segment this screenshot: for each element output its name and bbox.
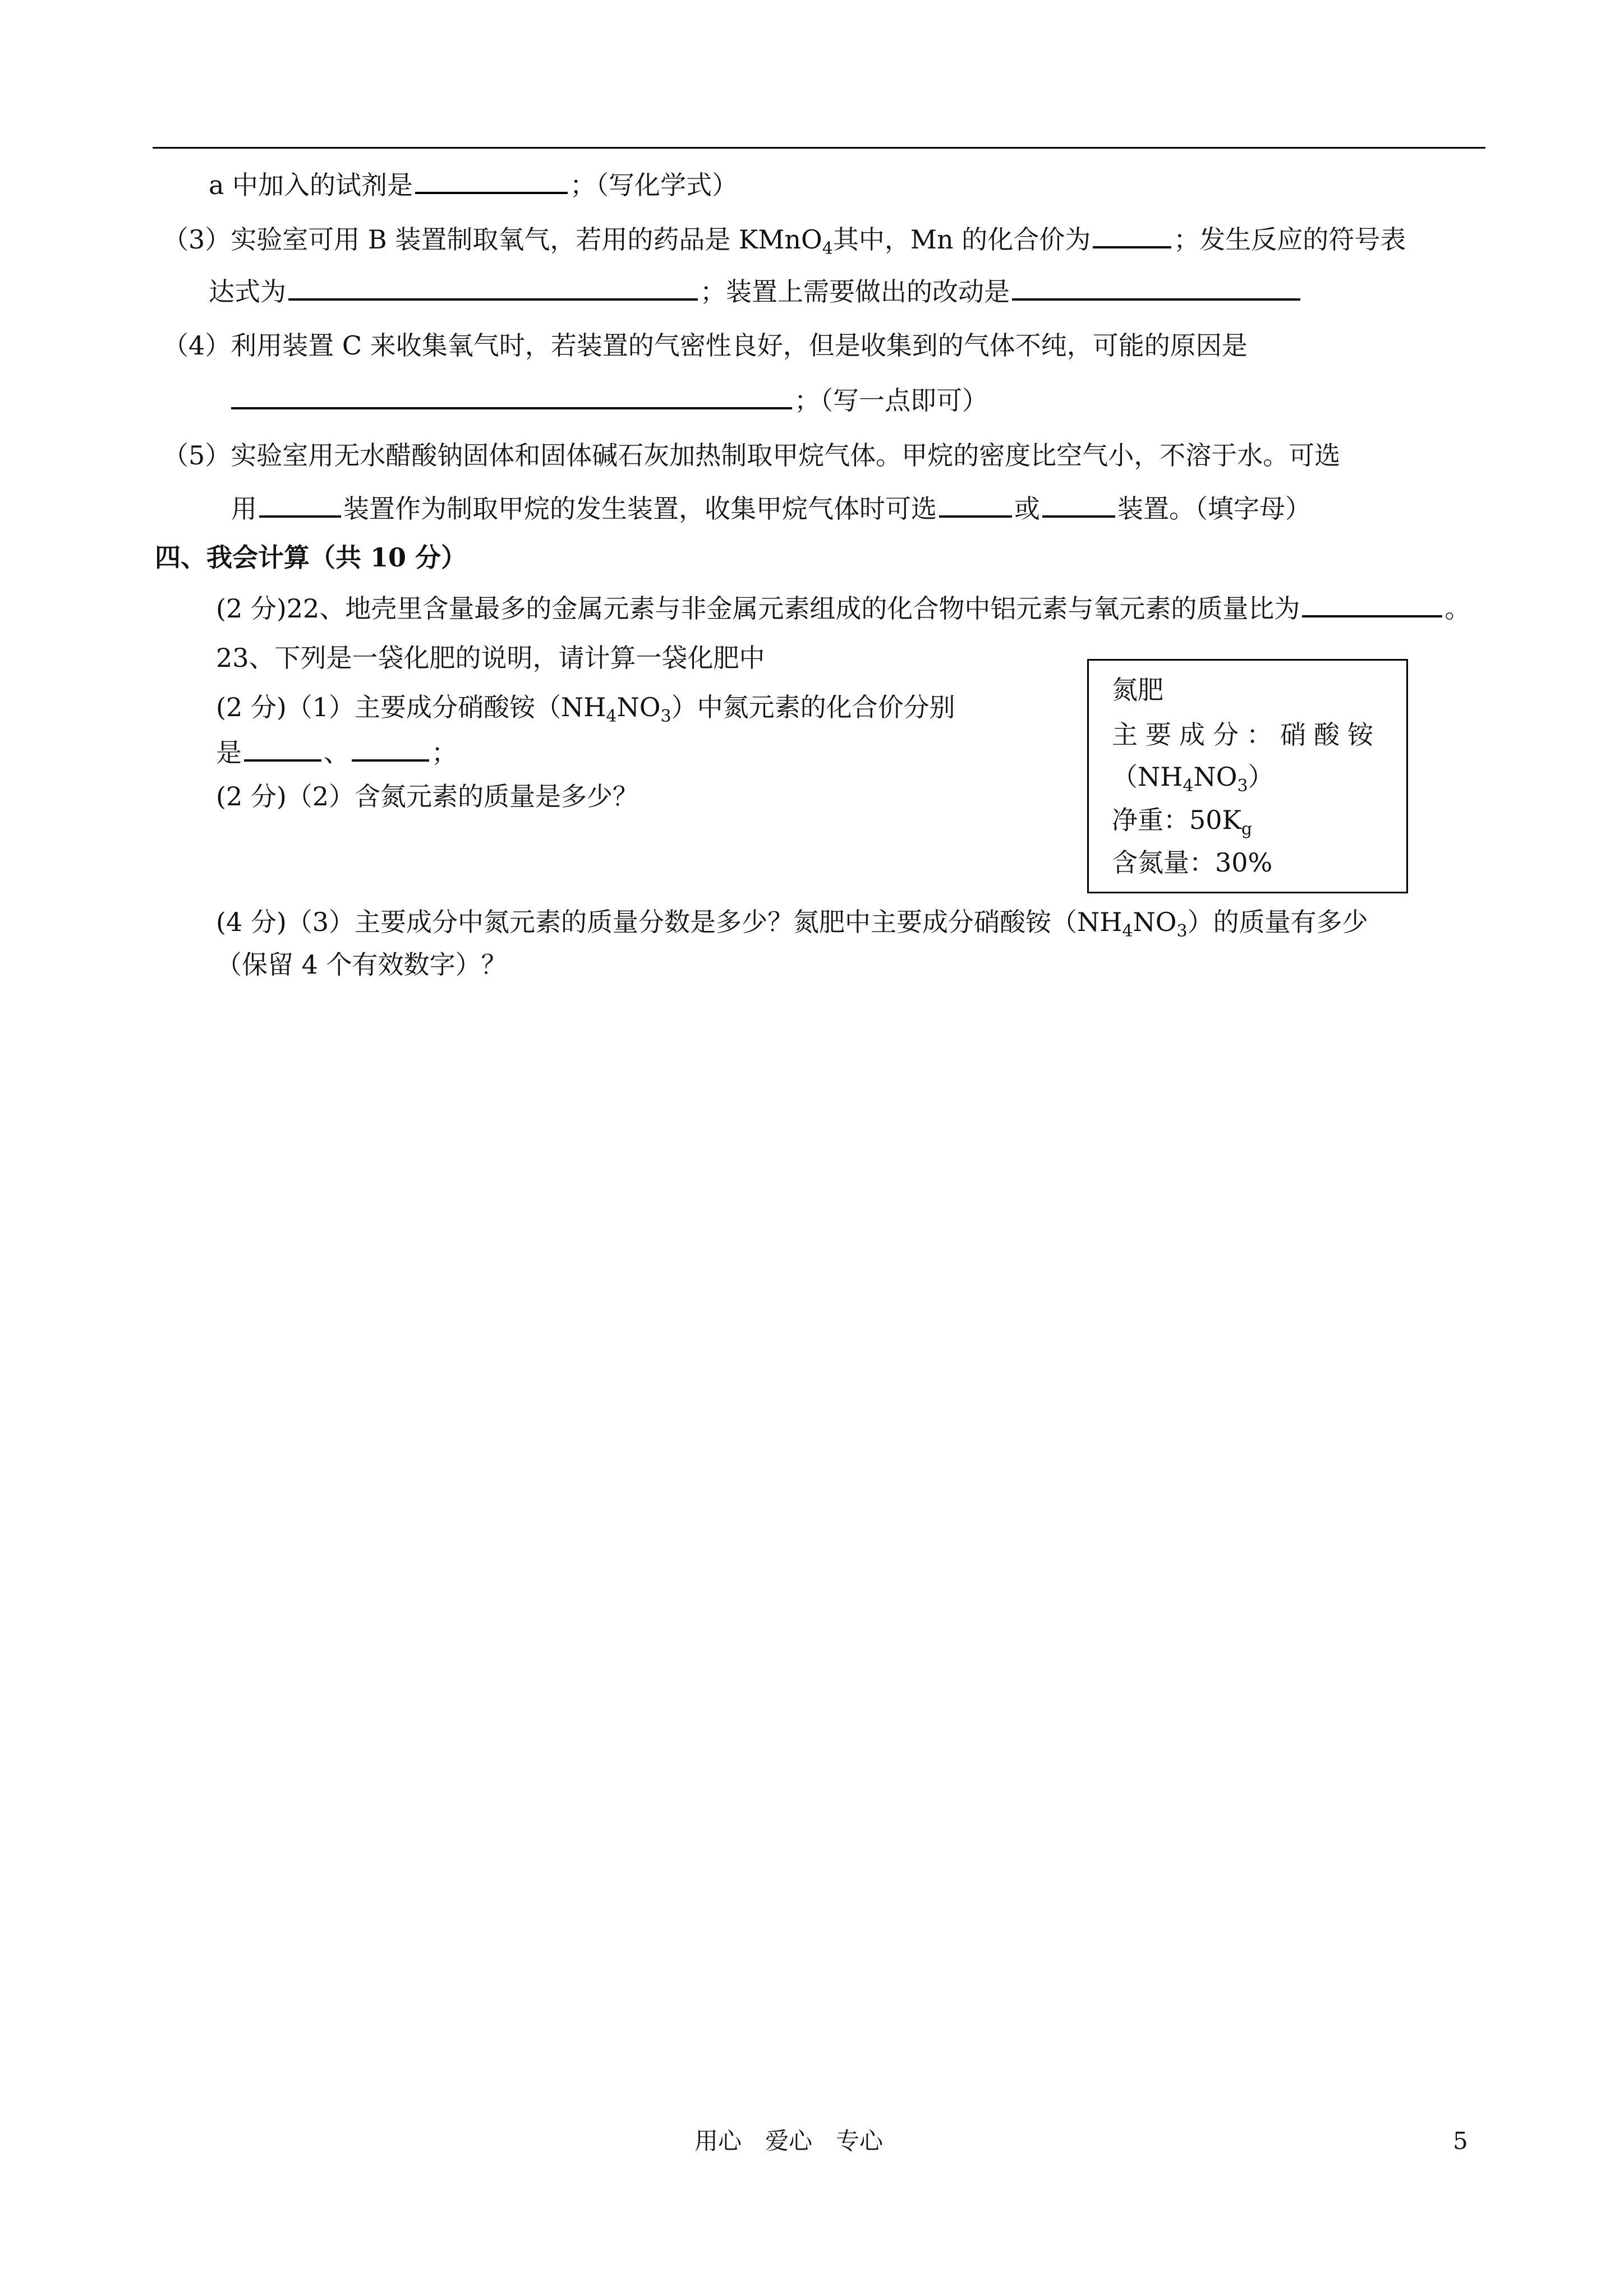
text: 其中，Mn 的化合价为 — [832, 224, 1091, 255]
answer-blank[interactable] — [1042, 491, 1115, 518]
question-23-part-2 — [216, 780, 638, 813]
subscript: g — [1241, 819, 1253, 839]
question-23-part-3 — [216, 905, 1368, 939]
question-5-line-1 — [163, 439, 1340, 472]
question-23-part-1 — [216, 690, 955, 724]
answer-blank[interactable] — [259, 491, 341, 518]
text: (4 分)（3）主要成分中氮元素的质量分数是多少？氮肥中主要成分硝酸铵（NH — [216, 907, 1122, 937]
text: 净重：50K — [1112, 805, 1241, 835]
answer-blank[interactable] — [1093, 222, 1171, 248]
text: NO — [1193, 762, 1237, 792]
text: 用 — [231, 494, 257, 524]
text: 主要成分：硝酸铵 — [1112, 720, 1381, 750]
text: (2 分)22、地壳里含量最多的金属元素与非金属元素组成的化合物中铝元素与氧元素的质量比为 — [216, 593, 1300, 624]
text: 、 — [324, 737, 349, 768]
text: 23、下列是一袋化肥的说明，请计算一袋化肥中 — [216, 643, 765, 673]
text: ）中氮元素的化合价分别 — [671, 692, 955, 722]
text: ； — [431, 737, 457, 768]
text: 是 — [216, 737, 242, 768]
question-23-intro — [216, 641, 765, 675]
subscript: 4 — [822, 239, 833, 259]
header-rule — [153, 147, 1485, 149]
answer-blank[interactable] — [1012, 274, 1300, 301]
text: （NH — [1112, 762, 1183, 792]
question-3-line-1 — [163, 222, 1406, 259]
text: NO — [1133, 907, 1177, 937]
text: 装置。（填字母） — [1117, 494, 1311, 524]
line-reagent — [209, 167, 738, 202]
text: （保留 4 个有效数字）？ — [216, 949, 507, 980]
text: 装置作为制取甲烷的发生装置，收集甲烷气体时可选 — [343, 494, 937, 524]
fertilizer-ingredient — [1112, 718, 1381, 751]
text: ；（写化学式） — [570, 170, 738, 200]
text: 。 — [1444, 593, 1471, 624]
text: 四、我会计算（共 10 分） — [155, 542, 467, 573]
subscript: 4 — [606, 707, 617, 726]
footer-slogan — [694, 2126, 883, 2157]
answer-blank[interactable] — [1302, 591, 1442, 617]
text: (2 分)（2）含氮元素的质量是多少？ — [216, 781, 639, 812]
text: (2 分)（1）主要成分硝酸铵（NH — [216, 692, 606, 722]
fertilizer-formula — [1112, 760, 1274, 794]
question-23-part-1-blanks — [216, 735, 457, 769]
section-heading — [155, 541, 467, 574]
answer-blank[interactable] — [231, 382, 792, 409]
text: ）的质量有多少 — [1187, 907, 1368, 937]
question-23-part-3-note — [216, 948, 507, 981]
page-number — [1453, 2126, 1468, 2157]
text: （3）实验室可用 B 装置制取氧气，若用的药品是 KMnO — [163, 224, 822, 255]
answer-blank[interactable] — [939, 491, 1012, 518]
text: （4）利用装置 C 来收集氧气时，若装置的气密性良好，但是收集到的气体不纯，可能的原因是 — [163, 330, 1248, 361]
text: 氮肥 — [1112, 675, 1163, 705]
subscript: 4 — [1183, 776, 1194, 796]
text: 含氮量：30% — [1112, 847, 1273, 878]
question-22 — [216, 591, 1470, 625]
text: NO — [617, 692, 661, 722]
answer-blank[interactable] — [288, 274, 698, 301]
answer-blank[interactable] — [415, 167, 568, 194]
subscript: 3 — [1237, 776, 1248, 796]
text: ；装置上需要做出的改动是 — [700, 276, 1010, 307]
answer-blank[interactable] — [244, 735, 321, 762]
text: ；（写一点即可） — [794, 385, 988, 416]
question-3-line-2 — [209, 274, 1303, 308]
text: 或 — [1014, 494, 1040, 524]
text: a 中加入的试剂是 — [209, 170, 413, 200]
question-4-line-1 — [163, 329, 1248, 362]
answer-blank[interactable] — [352, 735, 429, 762]
text: ；发生反应的符号表 — [1174, 224, 1406, 255]
text: 达式为 — [209, 276, 286, 307]
fertilizer-nitrogen — [1112, 846, 1272, 879]
question-5-line-2 — [231, 491, 1311, 525]
subscript: 3 — [1176, 921, 1188, 941]
text: 用心 爱心 专心 — [694, 2127, 884, 2155]
fertilizer-net-weight — [1112, 803, 1252, 837]
question-4-line-2 — [231, 382, 988, 417]
fertilizer-title — [1112, 673, 1163, 707]
text: 5 — [1453, 2127, 1468, 2155]
subscript: 3 — [660, 707, 671, 726]
subscript: 4 — [1122, 921, 1133, 941]
text: ） — [1248, 762, 1274, 792]
text: （5）实验室用无水醋酸钠固体和固体碱石灰加热制取甲烷气体。甲烷的密度比空气小，不溶于水。可选 — [163, 440, 1341, 471]
